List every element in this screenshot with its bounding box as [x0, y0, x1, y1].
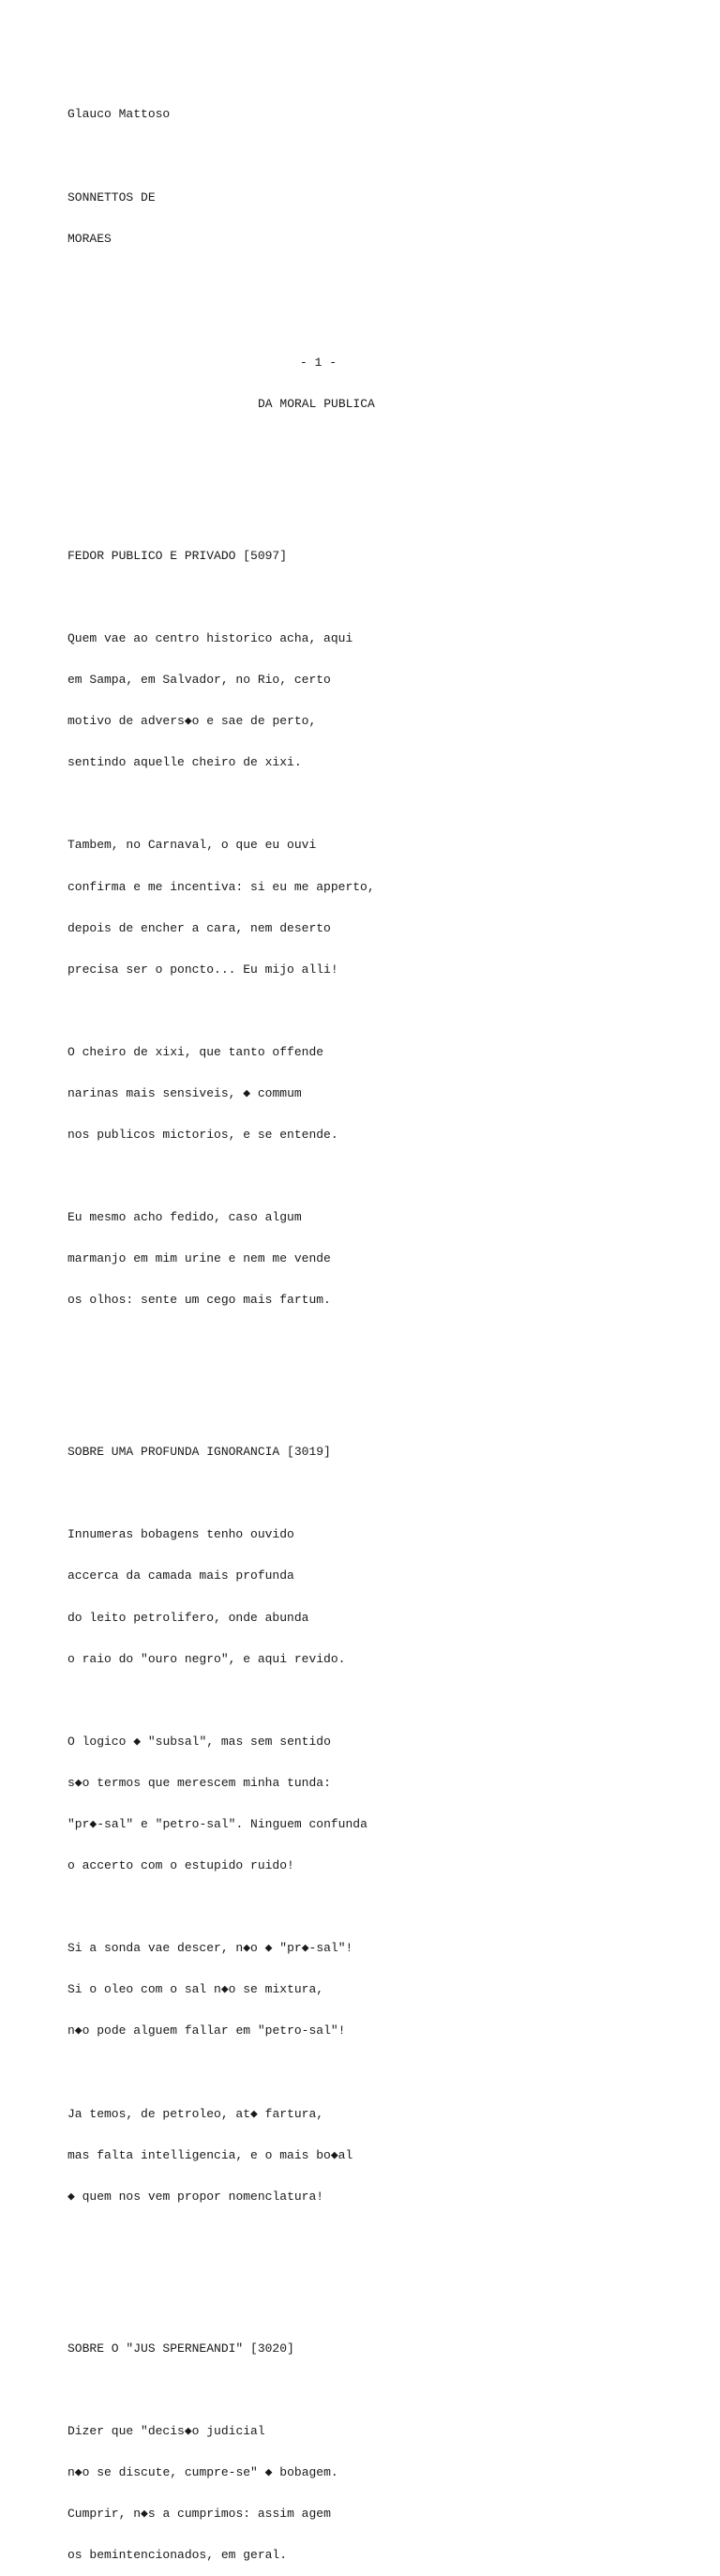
verse-line: Innumeras bobagens tenho ouvido	[68, 1527, 294, 1542]
verse-line: Tambem, no Carnaval, o que eu ouvi	[68, 838, 317, 853]
spacer	[68, 1901, 686, 1915]
spacer	[68, 797, 686, 811]
verse-line: ◆ quem nos vem propor nomenclatura!	[68, 2189, 324, 2204]
verse-line: marmanjo em mim urine e nem me vende	[68, 1251, 331, 1266]
part-title: DA MORAL PUBLICA	[258, 397, 375, 412]
verse-line: em Sampa, em Salvador, no Rio, certo	[68, 673, 331, 688]
spacer	[68, 1336, 686, 1350]
spacer	[68, 1170, 686, 1184]
verse-line: do leito petrolifero, onde abunda	[68, 1610, 309, 1625]
verse-line: n◆o pode alguem fallar em "petro-sal"!	[68, 2023, 346, 2038]
verse-line: narinas mais sensiveis, ◆ commum	[68, 1085, 302, 1100]
spacer	[68, 150, 686, 164]
book-title-line-2: MORAES	[68, 231, 112, 246]
spacer	[68, 315, 686, 329]
verse-line: accerca da camada mais profunda	[68, 1568, 294, 1583]
verse-line: Si o oleo com o sal n◆o se mixtura,	[68, 1982, 324, 1997]
verse-line: sentindo aquelle cheiro de xixi.	[68, 755, 302, 770]
verse-line: Ja temos, de petroleo, at◆ fartura,	[68, 2106, 324, 2121]
verse-line: os bemintencionados, em geral.	[68, 2547, 288, 2562]
verse-line: "pr◆-sal" e "petro-sal". Ninguem confunda	[68, 1816, 368, 1831]
verse-line: os olhos: sente um cego mais fartum.	[68, 1293, 331, 1308]
verse-line: motivo de advers◆o e sae de perto,	[68, 714, 317, 729]
verse-line: Cumprir, n◆s a cumprimos: assim agem	[68, 2506, 331, 2521]
verse-line: Eu mesmo acho fedido, caso algum	[68, 1210, 302, 1225]
spacer	[68, 274, 686, 288]
book-title-line-1: SONNETTOS DE	[68, 189, 156, 205]
poem-title: SOBRE O "JUS SPERNEANDI" [3020]	[68, 2341, 294, 2356]
verse-line: Si a sonda vae descer, n◆o ◆ "pr◆-sal"!	[68, 1941, 353, 1956]
poem-title: FEDOR PUBLICO E PRIVADO [5097]	[68, 548, 288, 563]
verse-line: nos publicos mictorios, e se entende.	[68, 1128, 338, 1143]
verse-line: O cheiro de xixi, que tanto offende	[68, 1044, 324, 1059]
spacer	[68, 591, 686, 605]
verse-line: s◆o termos que merescem minha tunda:	[68, 1775, 331, 1790]
verse-line: o accerto com o estupido ruido!	[68, 1858, 294, 1873]
verse-line: O logico ◆ "subsal", mas sem sentido	[68, 1734, 331, 1749]
spacer	[68, 439, 686, 453]
spacer	[68, 2067, 686, 2081]
author-name: Glauco Mattoso	[68, 107, 171, 122]
verse-line: Dizer que "decis◆o judicial	[68, 2423, 265, 2438]
spacer	[68, 2384, 686, 2398]
document-page	[68, 81, 686, 2576]
verse-line: o raio do "ouro negro", e aqui revido.	[68, 1651, 346, 1666]
poem-title: SOBRE UMA PROFUNDA IGNORANCIA [3019]	[68, 1445, 331, 1460]
spacer	[68, 1005, 686, 1019]
verse-line: confirma e me incentiva: si eu me apperto,	[68, 879, 375, 894]
verse-line: Quem vae ao centro historico acha, aqui	[68, 630, 353, 645]
spacer	[68, 1487, 686, 1501]
spacer	[68, 2273, 686, 2287]
verse-line: precisa ser o poncto... Eu mijo alli!	[68, 962, 338, 977]
verse-line: depois de encher a cara, nem deserto	[68, 920, 331, 935]
spacer	[68, 480, 686, 494]
spacer	[68, 1377, 686, 1391]
part-number: - 1 -	[300, 355, 338, 370]
spacer	[68, 1694, 686, 1708]
spacer	[68, 2232, 686, 2246]
verse-line: mas falta intelligencia, e o mais bo◆al	[68, 2147, 353, 2162]
verse-line: n◆o se discute, cumpre-se" ◆ bobagem.	[68, 2464, 338, 2479]
